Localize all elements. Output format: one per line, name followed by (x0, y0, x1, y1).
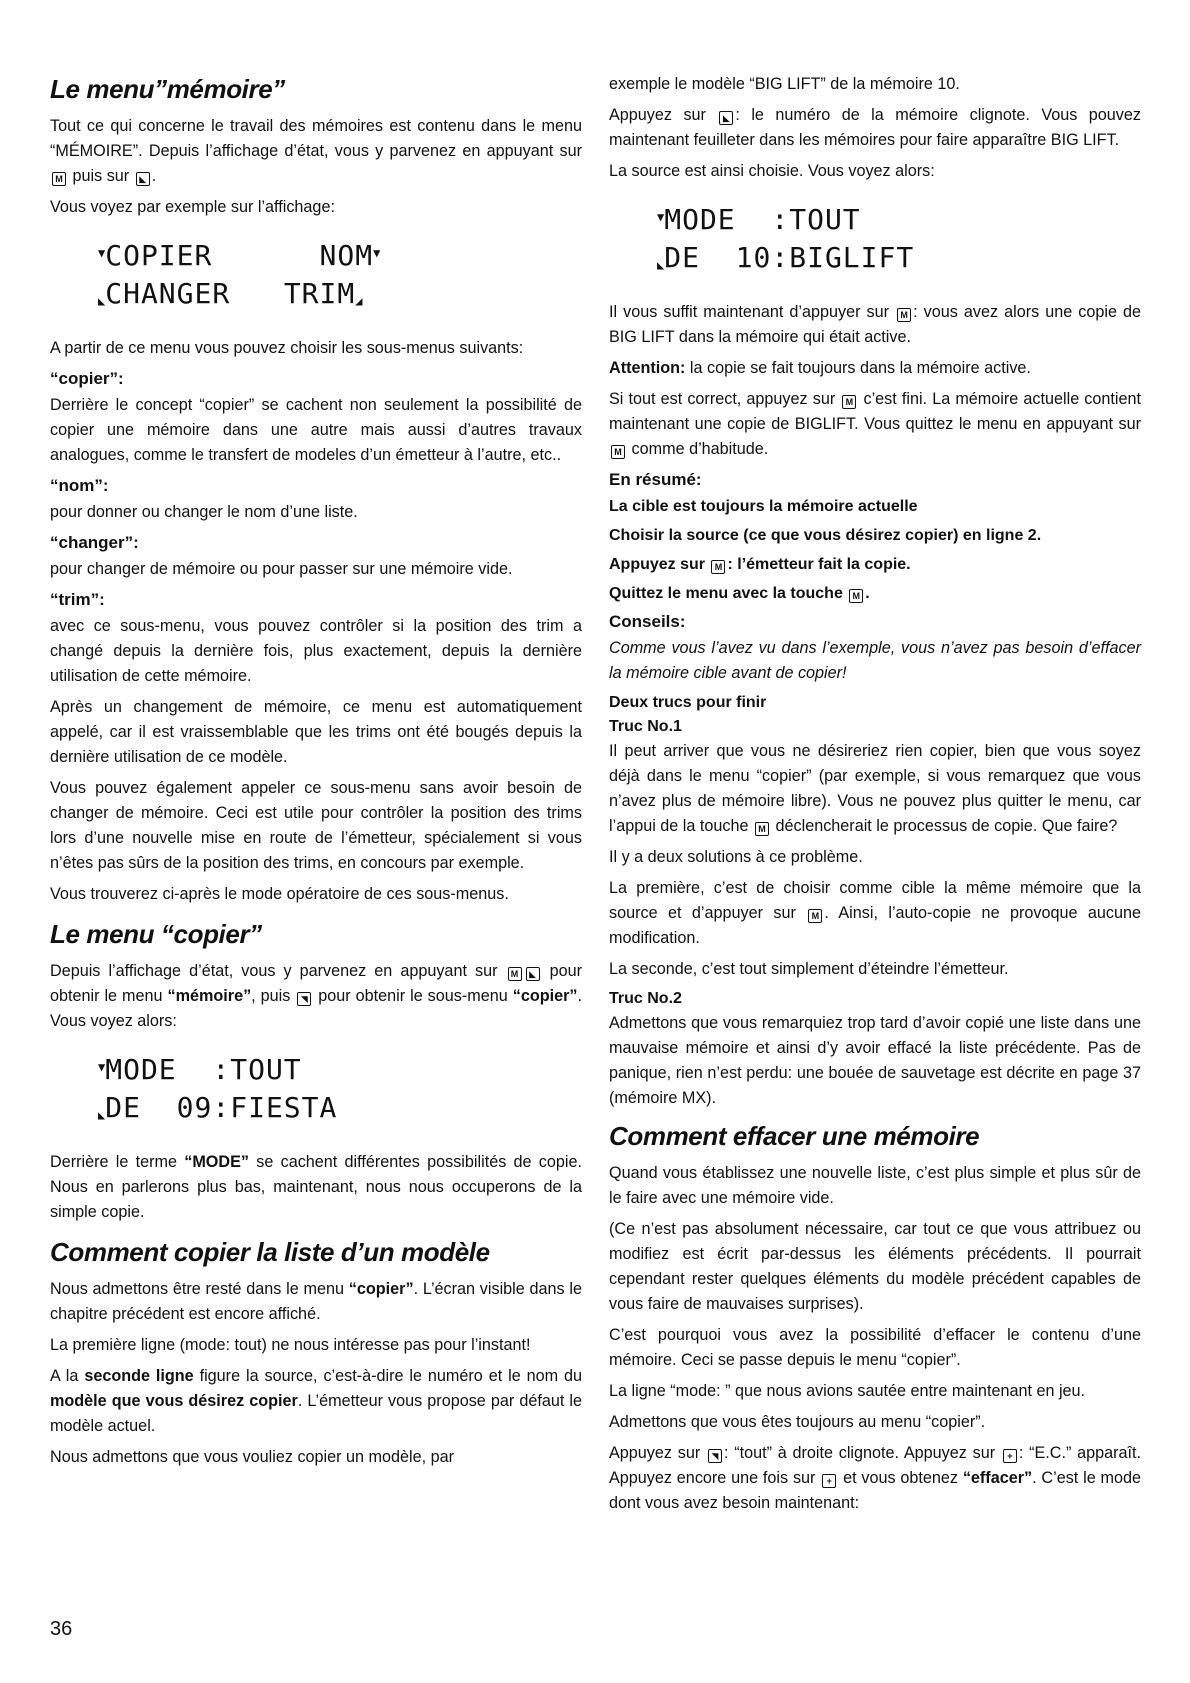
heading-menu-copier: Le menu “copier” (50, 919, 262, 949)
lcd-display-memoire: ▼COPIER NOM▼ ◣CHANGER TRIM◢ (98, 239, 381, 310)
left-column (50, 72, 582, 1476)
paragraph: Il peut arriver que vous ne désireriez rien copier, bien que vous soyez déjà dans le menu “copier” (par exemple, si vous remarquez que vous n’avez plus de mémoire libre). Vous ne pouvez plus quitter le menu, car l’appui de la touche M déclencherait le processus de copie. Que faire? (609, 742, 1141, 835)
paragraph: Après un changement de mémoire, ce menu est automatiquement appelé, car il est vraissemblable que les trims ont été bougés depuis la dernière utilisation de ce modèle. (50, 698, 582, 766)
subheading-trim: “trim”: (50, 590, 105, 609)
heading-comment-copier: Comment copier la liste d’un modèle (50, 1237, 490, 1267)
paragraph: Vous pouvez également appeler ce sous-menu sans avoir besoin de changer de mémoire. Ceci est utile pour contrôler la position des trims lors d’une nouvelle mise en route de l’émetteur, spécialement si vous n’êtes pas sûrs de la position des trims, en concours par exemple. (50, 779, 582, 872)
paragraph: La source est ainsi choisie. Vous voyez alors: (609, 162, 935, 180)
paragraph: Appuyez sur ◥ : “tout” à droite clignote. Appuyez sur + : “E.C.” apparaît. Appuyez encore une fois sur + et vous obtenez “effacer”. C’est le mode dont vous avez besoin maintenant: (609, 1444, 1142, 1512)
summary-line: Choisir la source (ce que vous désirez copier) en ligne 2. (609, 527, 1042, 544)
m-key-icon: M (842, 395, 856, 409)
heading-truc-1: Truc No.1 (609, 718, 682, 735)
paragraph: Quand vous établissez une nouvelle liste, c’est plus simple et plus sûr de le faire avec une mémoire vide. (609, 1164, 1141, 1207)
m-key-icon: M (897, 308, 911, 322)
paragraph: La seconde, c’est tout simplement d’éteindre l’émetteur. (609, 960, 1009, 978)
paragraph: Admettons que vous remarquiez trop tard d’avoir copié une liste dans une mauvaise mémoire et ainsi d’y avoir effacé la liste précédente. Pas de panique, rien n’est perdu: une bouée de sauvetage est décrite en page 37 (mémoire MX). (609, 1014, 1141, 1107)
summary-line: Appuyez sur M : l’émetteur fait la copie. (609, 556, 911, 573)
paragraph: Vous trouverez ci-après le mode opératoire de ces sous-menus. (50, 885, 509, 903)
right-column (609, 72, 1141, 1522)
subheading-nom: “nom”: (50, 476, 109, 495)
m-key-icon: M (755, 822, 769, 836)
up-key-icon: ◥ (708, 1449, 722, 1463)
heading-conseils: Conseils: (609, 612, 686, 631)
paragraph: Derrière le concept “copier” se cachent non seulement la possibilité de copier une mémoire dans une autre mais aussi d’autres travaux analogues, comme le transfert de modeles d’un émetteur à l’autre, etc.. (50, 396, 582, 464)
plus-key-icon: + (822, 1474, 836, 1488)
paragraph: Nous admettons que vous vouliez copier un modèle, par (50, 1448, 455, 1466)
m-key-icon: M (808, 909, 822, 923)
page-number: 36 (50, 1618, 73, 1640)
paragraph: Depuis l’affichage d’état, vous y parvenez en appuyant sur M ◣ pour obtenir le menu “mémoire”, puis ◥ pour obtenir le sous-menu “copier”. Vous voyez alors: (50, 962, 583, 1030)
paragraph: exemple le modèle “BIG LIFT” de la mémoire 10. (609, 75, 960, 93)
paragraph: A la seconde ligne figure la source, c’est-à-dire le numéro et le nom du modèle que vous désirez copier. L’émetteur vous propose par défaut le modèle actuel. (50, 1367, 583, 1435)
paragraph: La première, c’est de choisir comme cible la même mémoire que la source et d’appuyer sur M . Ainsi, l’auto-copie ne provoque aucune modification. (609, 879, 1142, 947)
lcd-display-biglift: ▼MODE :TOUT ◣DE 10:BIGLIFT (657, 203, 915, 274)
paragraph: Si tout est correct, appuyez sur M c’est fini. La mémoire actuelle contient maintenant une copie de BIGLIFT. Vous quittez le menu en appuyant sur M comme d’habitude. (609, 390, 1142, 458)
subheading-copier: “copier”: (50, 369, 124, 388)
down-key-icon: ◣ (526, 967, 540, 981)
heading-truc-2: Truc No.2 (609, 990, 682, 1007)
m-key-icon: M (849, 589, 863, 603)
summary-line: La cible est toujours la mémoire actuelle (609, 498, 918, 515)
paragraph: Derrière le terme “MODE” se cachent différentes possibilités de copie. Nous en parlerons plus bas, maintenant, nous nous occuperons de la simple copie. (50, 1153, 583, 1221)
paragraph: C’est pourquoi vous avez la possibilité d’effacer le contenu d’une mémoire. Ceci se passe depuis le menu “copier”. (609, 1326, 1141, 1369)
paragraph: Il vous suffit maintenant d’appuyer sur M : vous avez alors une copie de BIG LIFT dans la mémoire qui était active. (609, 303, 1142, 346)
paragraph: Il y a deux solutions à ce problème. (609, 848, 863, 866)
paragraph-conseil: Comme vous l’avez vu dans l’exemple, vous n’avez pas besoin d’effacer la mémoire cible avant de copier! (609, 639, 1141, 682)
paragraph: avec ce sous-menu, vous pouvez contrôler si la position des trim a changé depuis la dernière fois, plus exactement, depuis la dernière utilisation de cette mémoire. (50, 617, 582, 685)
paragraph: (Ce n’est pas absolument nécessaire, car tout ce que vous attribuez ou modifiez est écrit par-dessus les éléments précédents. Il pourrait cependant rester quelques éléments du modèle précédent capables de vous faire de mauvaises surprises). (609, 1220, 1141, 1313)
lcd-display-copier: ▼MODE :TOUT ◣DE 09:FIESTA (98, 1053, 338, 1124)
paragraph: La ligne “mode: ” que nous avions sautée entre maintenant en jeu. (609, 1382, 1086, 1400)
paragraph: Attention: la copie se fait toujours dans la mémoire active. (609, 359, 1031, 377)
paragraph: pour changer de mémoire ou pour passer sur une mémoire vide. (50, 560, 513, 578)
down-key-icon: ◣ (719, 111, 733, 125)
paragraph: Vous voyez par exemple sur l’affichage: (50, 198, 335, 216)
paragraph: pour donner ou changer le nom d’une liste. (50, 503, 358, 521)
paragraph: La première ligne (mode: tout) ne nous intéresse pas pour l’instant! (50, 1336, 531, 1354)
paragraph: Appuyez sur ◣ : le numéro de la mémoire clignote. Vous pouvez maintenant feuilleter dans les mémoires pour faire apparaître BIG LIFT. (609, 106, 1142, 149)
heading-menu-memoire: Le menu”mémoire” (50, 74, 285, 104)
paragraph: Nous admettons être resté dans le menu “copier”. L’écran visible dans le chapitre précédent est encore affiché. (50, 1280, 583, 1323)
up-key-icon: ◥ (297, 992, 311, 1006)
paragraph: Admettons que vous êtes toujours au menu “copier”. (609, 1413, 986, 1431)
paragraph: Tout ce qui concerne le travail des mémoires est contenu dans le menu “MÉMOIRE”. Depuis l’affichage d’état, vous y parvenez en appuyant sur M puis sur ◣ . (50, 117, 582, 185)
paragraph: A partir de ce menu vous pouvez choisir les sous-menus suivants: (50, 339, 524, 357)
down-key-icon: ◣ (136, 172, 150, 186)
m-key-icon: M (508, 967, 522, 981)
subheading-changer: “changer”: (50, 533, 139, 552)
summary-line: Quittez le menu avec la touche M . (609, 585, 870, 602)
plus-key-icon: + (1003, 1449, 1017, 1463)
heading-trucs: Deux trucs pour finir (609, 694, 767, 711)
m-key-icon: M (611, 445, 625, 459)
m-key-icon: M (52, 172, 66, 186)
heading-resume: En résumé: (609, 470, 702, 489)
heading-comment-effacer: Comment effacer une mémoire (609, 1121, 980, 1151)
m-key-icon: M (711, 560, 725, 574)
